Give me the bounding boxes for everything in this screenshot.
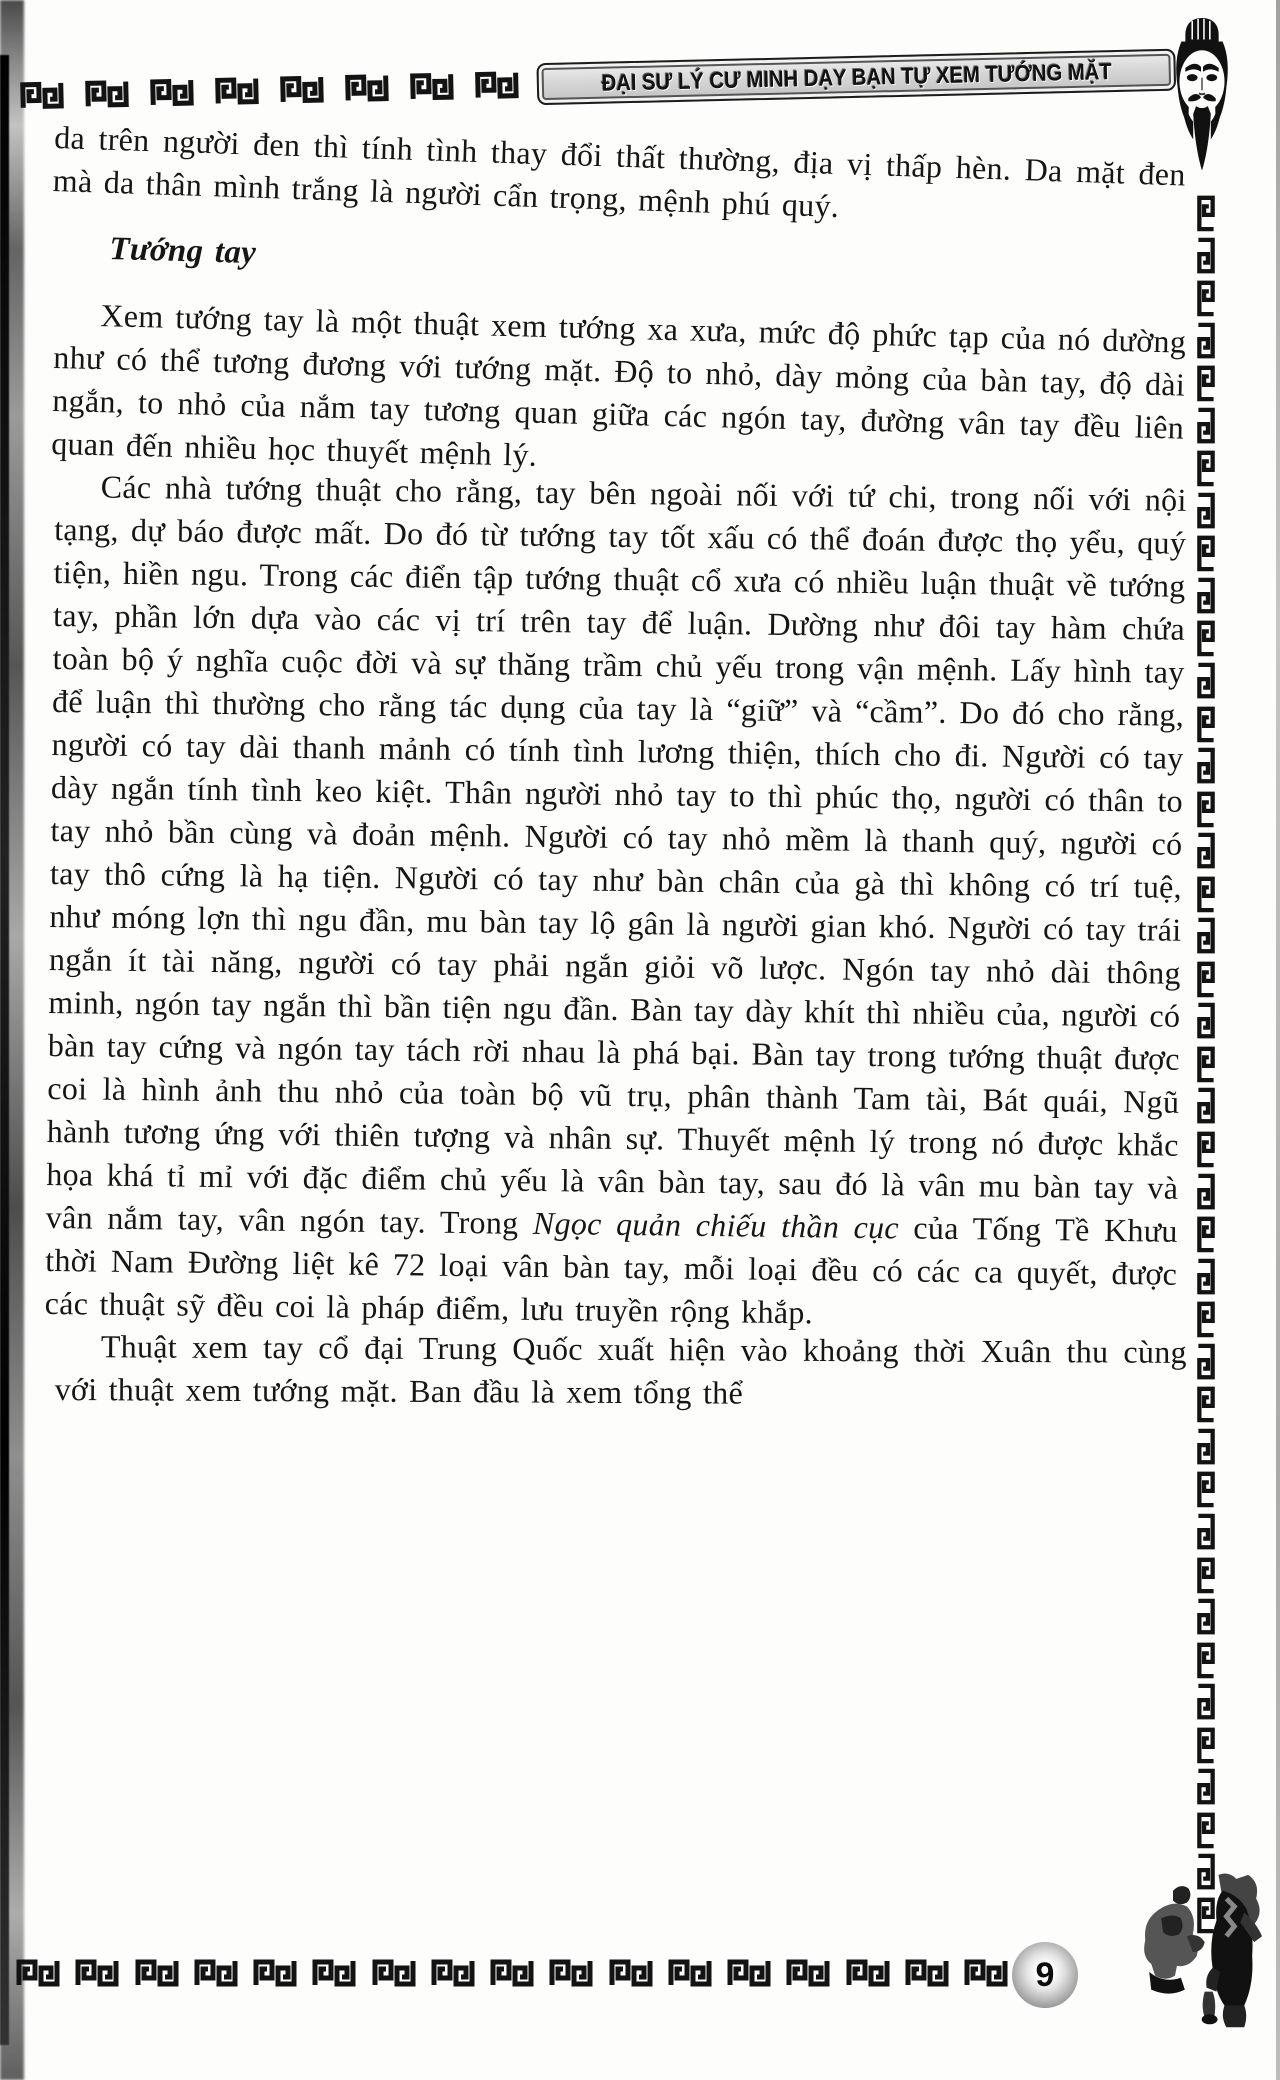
meander-motif-icon	[1195, 1045, 1217, 1083]
robed-figures-illustration	[1078, 1872, 1266, 2042]
meander-motif-icon	[249, 1958, 301, 1988]
meander-motif-icon	[545, 1958, 597, 1988]
meander-motif-icon	[1195, 1428, 1217, 1466]
meander-motif-icon	[368, 1958, 420, 1988]
meander-motif-icon	[1195, 747, 1217, 785]
body-text-column	[44, 116, 1187, 1411]
meander-motif-icon	[1195, 1811, 1217, 1849]
page-number: 9	[1035, 1955, 1055, 1994]
meander-motif-icon	[1195, 790, 1217, 828]
meander-motif-icon	[1195, 1598, 1217, 1636]
meander-motif-icon	[1195, 1300, 1217, 1338]
paragraph-main	[44, 465, 1186, 1339]
meander-motif-icon	[1195, 534, 1217, 572]
meander-motif-icon	[1195, 960, 1217, 998]
top-meander-border	[16, 70, 524, 111]
paragraph-main-part2: của Tống Tề Khưu thời Nam Đường liệt kê 72 loại vân bàn tay, mỗi loại đều có các ca quyết, được các thuật sỹ đều coi là pháp điểm, lưu truyền rộng khắp.	[44, 1209, 1178, 1331]
meander-motif-icon	[1195, 1002, 1217, 1040]
meander-motif-icon	[1195, 1087, 1217, 1125]
meander-motif-icon	[341, 72, 394, 103]
meander-motif-icon	[605, 1958, 657, 1988]
meander-motif-icon	[1195, 1726, 1217, 1764]
meander-motif-icon	[1195, 1385, 1217, 1423]
meander-motif-icon	[1195, 1556, 1217, 1594]
meander-motif-icon	[1195, 832, 1217, 870]
meander-motif-icon	[960, 1958, 1012, 1988]
meander-motif-icon	[16, 80, 69, 111]
meander-motif-icon	[1195, 1768, 1217, 1806]
meander-motif-icon	[1195, 1470, 1217, 1508]
paragraph-continuation: da trên người đen thì tính tình thay đổi thất thường, địa vị thấp hèn. Da mặt đen mà da thân mình trắng là người cẩn trọng, mệnh phú quý.	[52, 118, 1187, 225]
meander-motif-icon	[1195, 364, 1217, 402]
meander-motif-icon	[1195, 619, 1217, 657]
meander-motif-icon	[664, 1958, 716, 1988]
meander-motif-icon	[842, 1958, 894, 1988]
bottom-meander-border	[12, 1956, 1012, 1990]
meander-motif-icon	[1195, 279, 1217, 317]
right-meander-border	[1194, 194, 1218, 1934]
meander-motif-icon	[1195, 322, 1217, 360]
meander-motif-icon	[1195, 577, 1217, 615]
meander-motif-icon	[1195, 492, 1217, 530]
meander-motif-icon	[1195, 705, 1217, 743]
meander-motif-icon	[486, 1958, 538, 1988]
meander-motif-icon	[12, 1958, 64, 1988]
book-title-italic: Ngọc quản chiếu thần cục	[532, 1204, 900, 1246]
meander-motif-icon	[471, 70, 524, 101]
meander-motif-icon	[1195, 1215, 1217, 1253]
chapter-banner-text: ĐẠI SƯ LÝ CƯ MINH DẠY BẠN TỰ XEM TƯỚNG MẶT	[600, 57, 1112, 96]
meander-motif-icon	[1195, 1683, 1217, 1721]
meander-motif-icon	[71, 1958, 123, 1988]
meander-motif-icon	[81, 78, 134, 109]
scan-right-edge-line	[1276, 0, 1280, 2080]
meander-motif-icon	[1195, 237, 1217, 275]
meander-motif-icon	[1195, 662, 1217, 700]
section-heading: Tướng tay	[108, 230, 257, 272]
meander-motif-icon	[146, 77, 199, 108]
meander-motif-icon	[211, 75, 264, 106]
meander-motif-icon	[276, 74, 329, 105]
meander-motif-icon	[1195, 917, 1217, 955]
meander-motif-icon	[1195, 1343, 1217, 1381]
meander-motif-icon	[131, 1958, 183, 1988]
meander-motif-icon	[723, 1958, 775, 1988]
meander-motif-icon	[1195, 875, 1217, 913]
top-decorative-bar	[16, 48, 1177, 118]
paragraph-intro: Xem tướng tay là một thuật xem tướng xa xưa, mức độ phức tạp của nó dường như có thể tương đương với tướng mặt. Độ to nhỏ, dày mỏng của bàn tay, độ dài ngắn, to nhỏ của nắm tay tương quan giữa các ngón tay, đường vân tay đều liên quan đến nhiều học thuyết mệnh lý.	[50, 297, 1187, 473]
page-number-badge	[1012, 1942, 1078, 2008]
meander-motif-icon	[1195, 1173, 1217, 1211]
meander-motif-icon	[1195, 449, 1217, 487]
meander-motif-icon	[1195, 1130, 1217, 1168]
meander-motif-icon	[1195, 407, 1217, 445]
paragraph-closing: Thuật xem tay cổ đại Trung Quốc xuất hiện vào khoảng thời Xuân thu cùng với thuật xem tướng mặt. Ban đầu là xem tổng thể	[54, 1328, 1187, 1411]
meander-motif-icon	[190, 1958, 242, 1988]
meander-motif-icon	[308, 1958, 360, 1988]
meander-motif-icon	[427, 1958, 479, 1988]
paragraph-main-part1: Các nhà tướng thuật cho rằng, tay bên ngoài nối với tứ chi, trong nối với nội tạng, dự báo được mất. Do đó từ tướng tay tốt xấu có thể đoán được thọ yểu, quý tiện, hiền ngu. Trong các điển tập tướng thuật cổ xưa có nhiều luận thuật về tướng tay, phần lớn dựa vào các vị trí trên tay để luận. Dường như đôi tay hàm chứa toàn bộ ý nghĩa cuộc đời và sự thăng trầm chủ yếu trong vận mệnh. Lấy hình tay để luận thì thường cho rằng tác dụng của tay là “giữ” và “cầm”. Do đó cho rằng, người có tay dài thanh mảnh có tính tình lương thiện, thích cho đi. Người có tay dày ngắn tính tình keo kiệt. Thân người nhỏ tay to thì phúc thọ, người có thân to tay nhỏ bần cùng và đoản mệnh. Người có tay nhỏ mềm là thanh quý, người có tay thô cứng là hạ tiện. Người có tay như bàn chân của gà thì không có trí tuệ, như móng lợn thì ngu đần, mu bàn tay lộ gân là người gian khó. Người có tay trái ngắn ít tài năng, người có tay phải ngắn giỏi võ lược. Ngón tay nhỏ dài thông minh, ngón tay ngắn thì bần tiện ngu đần. Bàn tay dày khít thì nhiều của, người có bàn tay cứng và ngón tay tách rời nhau là phá bại. Bàn tay trong tướng thuật được coi là hình ảnh thu nhỏ của toàn bộ vũ trụ, phân thành Tam tài, Bát quái, Ngũ hành tương ứng với thiên tượng và nhân sự. Thuyết mệnh lý trong nó được khắc họa khá tỉ mỉ với đặc điểm chủ yếu là vân bàn tay, sau đó là vân mu bàn tay và vân nắm tay, vân ngón tay. Trong	[45, 468, 1187, 1241]
meander-motif-icon	[1195, 1258, 1217, 1296]
meander-motif-icon	[1195, 194, 1217, 232]
scan-gutter-shadow-dark	[0, 55, 9, 2045]
meander-motif-icon	[901, 1958, 953, 1988]
chapter-banner	[536, 49, 1176, 105]
meander-motif-icon	[782, 1958, 834, 1988]
meander-motif-icon	[1195, 1641, 1217, 1679]
meander-motif-icon	[406, 71, 459, 102]
meander-motif-icon	[1195, 1513, 1217, 1551]
